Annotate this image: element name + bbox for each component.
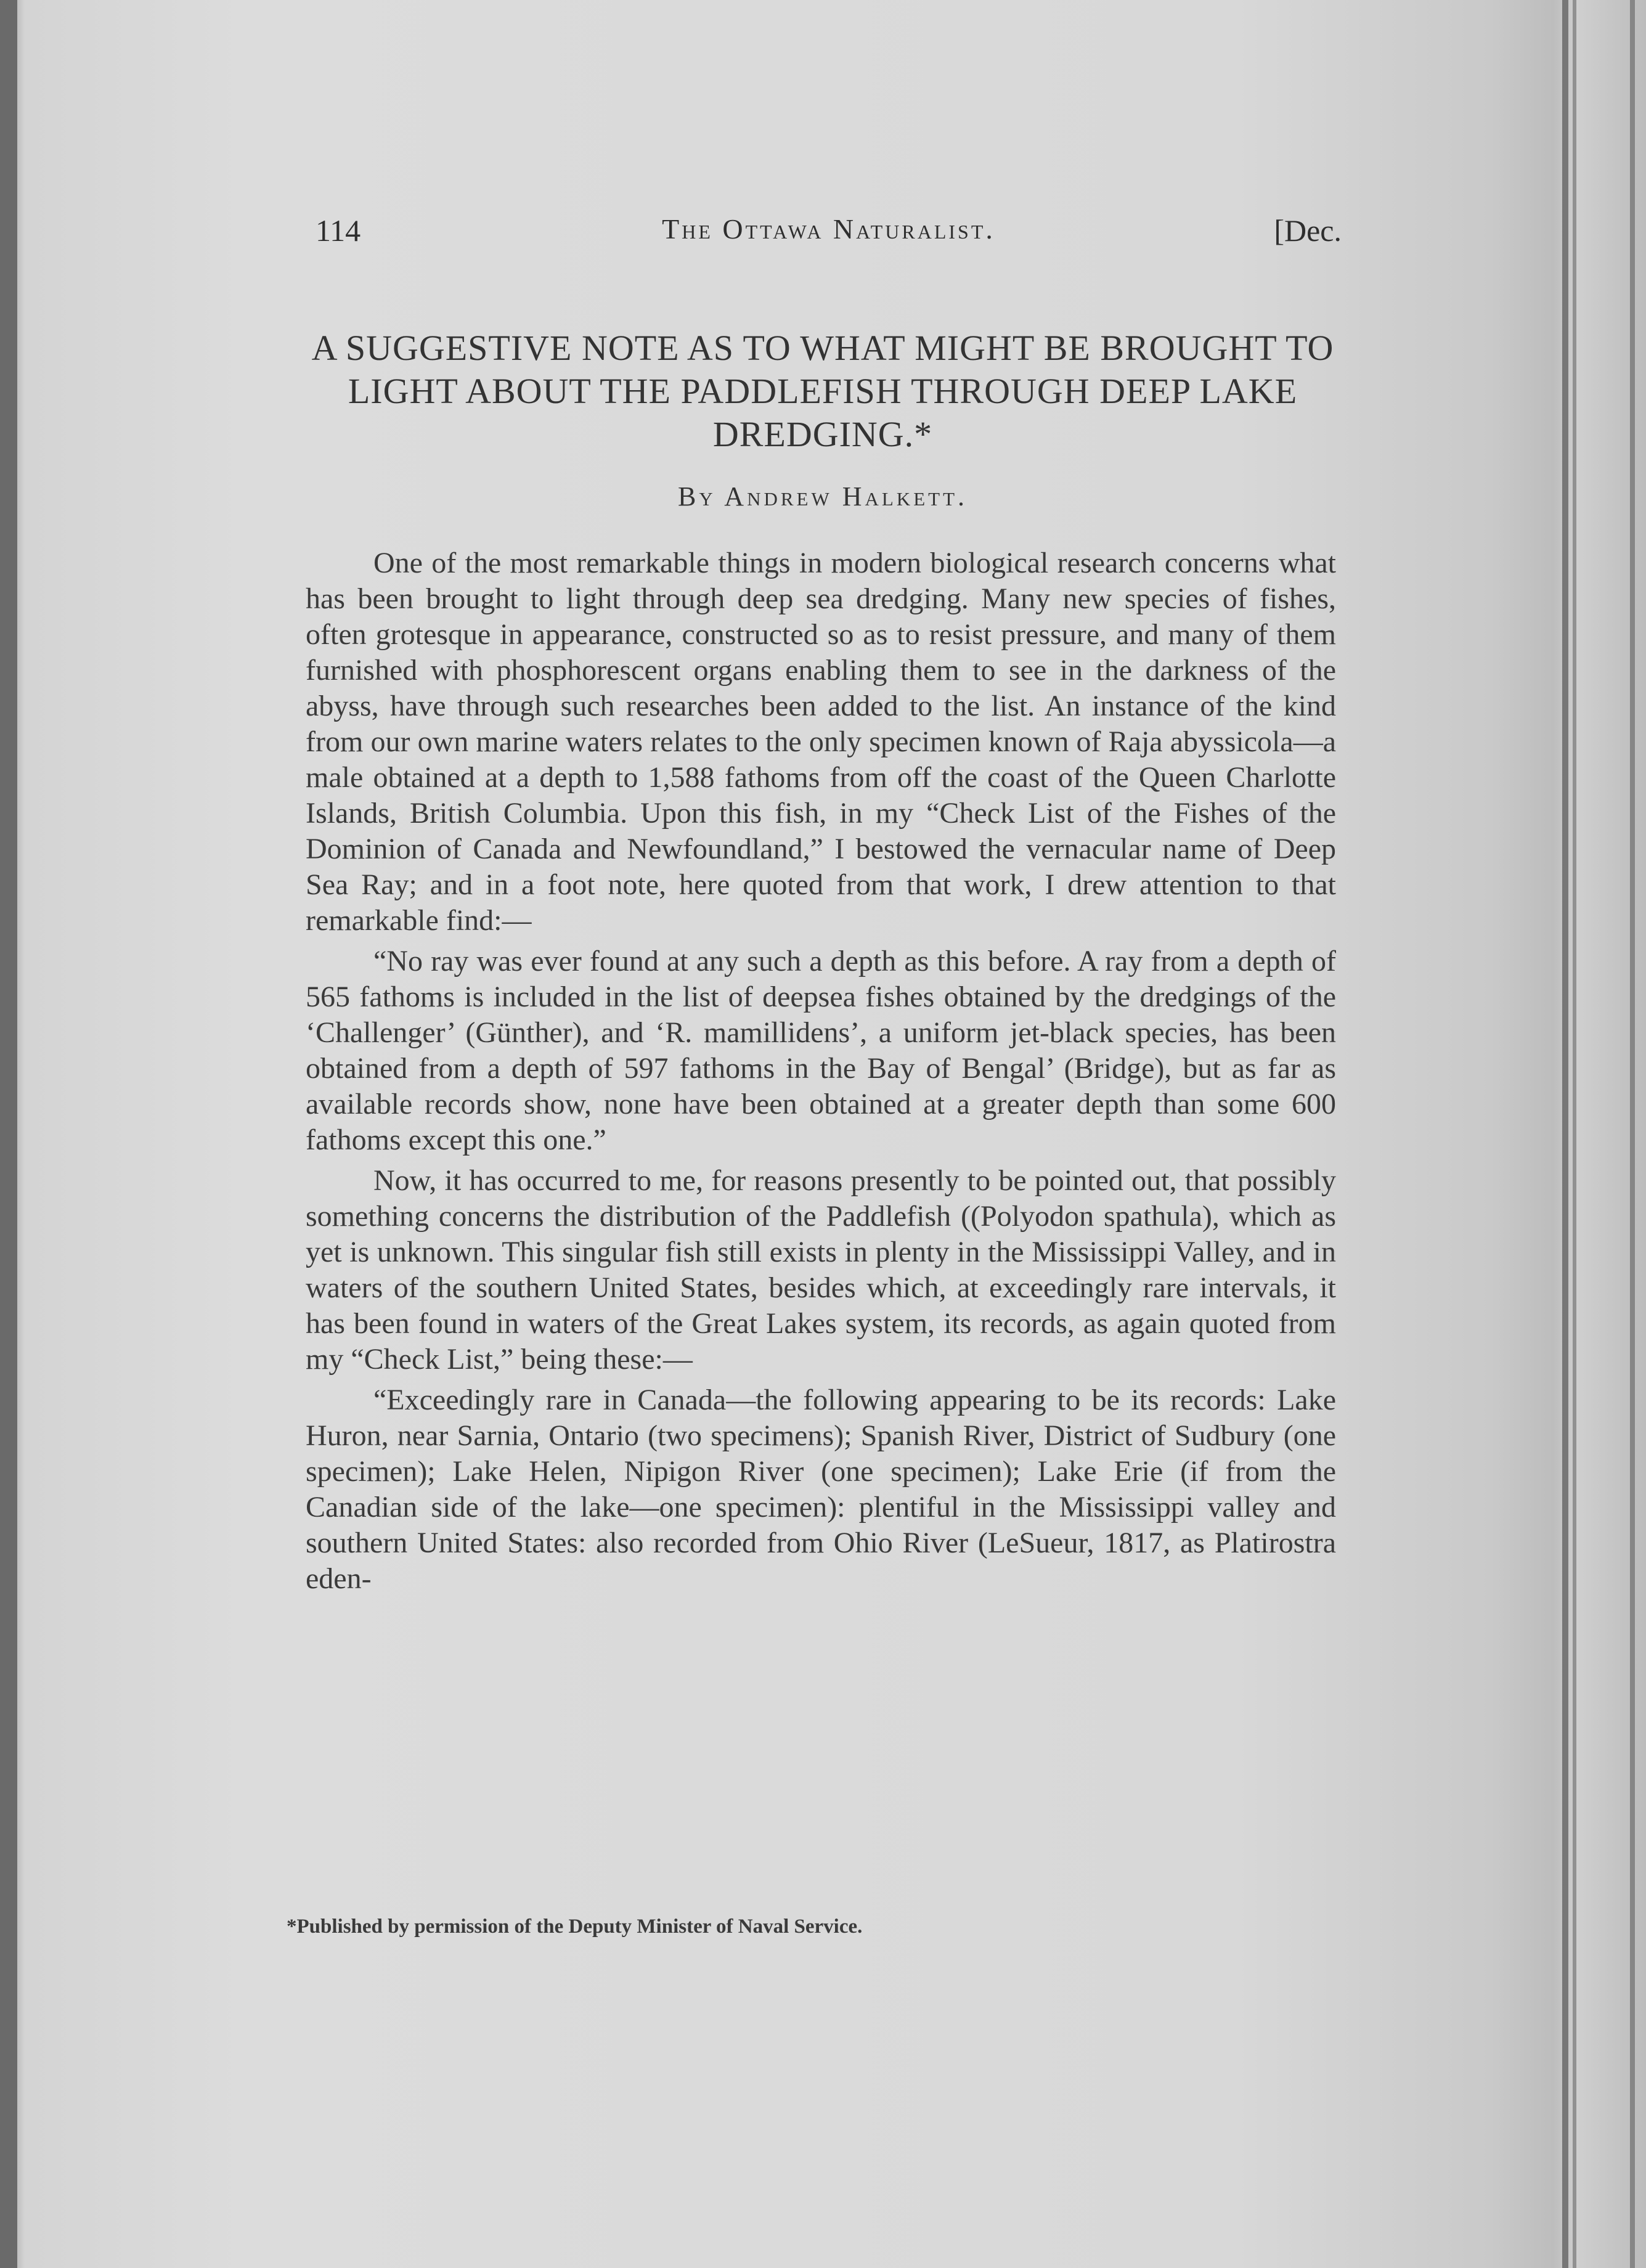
footnote: *Published by permission of the Deputy Minister of Naval Service. — [287, 1915, 863, 1938]
page-left-edge — [0, 0, 17, 2268]
article-body — [306, 545, 1336, 1602]
binding-shadow — [1573, 0, 1576, 2268]
paragraph: One of the most remarkable things in modern biological research concerns what has been brought to light through deep sea dredging. Many new species of fishes, often grotesque in appearance, constructed so as to resist pressure, and many of them furnished with phosphorescent organs enabling them to see in the darkness of the abyss, have through such researches been added to the list. An instance of the kind from our own marine waters relates to the only specimen known of Raja abyssicola—a male obtained at a depth to 1,588 fathoms from off the coast of the Queen Charlotte Islands, British Columbia. Upon this fish, in my “Check List of the Fishes of the Dominion of Canada and Newfoundland,” I bestowed the vernacular name of Deep Sea Ray; and in a foot note, here quoted from that work, I drew attention to that remarkable find:— — [306, 547, 1336, 937]
running-header — [316, 213, 1342, 262]
block-quote: “Exceedingly rare in Canada—the following appearing to be its records: Lake Huron, near Sarnia, Ontario (two specimens); Spanish River, District of Sudbury (one specimen); Lake Helen, Nipigon River (one specimen); Lake Erie (if from the Canadian side of the lake—one specimen): plentiful in the Mississippi valley and southern United States: also recorded from Ohio River (LeSueur, 1817, as Platirostra eden- — [306, 1384, 1336, 1595]
author-byline: By Andrew Halkett. — [677, 481, 968, 512]
article-title: A SUGGESTIVE NOTE AS TO WHAT MIGHT BE BROUGHT TO LIGHT ABOUT THE PADDLEFISH THROUGH DEEP LAKE DREDGING.* — [311, 328, 1334, 454]
page-number: 114 — [316, 213, 361, 248]
paragraph: Now, it has occurred to me, for reasons presently to be pointed out, that possibly something concerns the distribution of the Paddlefish ((Polyodon spathula), which as yet is unknown. This singular fish still exists in plenty in the Mississippi Valley, and in waters of the southern United States, besides which, at exceedingly rare intervals, it has been found in waters of the Great Lakes system, its records, as again quoted from my “Check List,” being these:— — [306, 1164, 1336, 1376]
binding-shadow — [1630, 0, 1635, 2268]
block-quote: “No ray was ever found at any such a depth as this before. A ray from a depth of 565 fathoms is included in the list of deepsea fishes obtained by the dredgings of the ‘Challenger’ (Günther), and ‘R. mamillidens’, a uniform jet-black species, has been obtained from a depth of 597 fathoms in the Bay of Bengal’ (Bridge), but as far as available records show, none have been obtained at a greater depth than some 600 fathoms except this one.” — [306, 945, 1336, 1156]
binding-shadow — [1562, 0, 1568, 2268]
journal-title: The Ottawa Naturalist. — [662, 213, 995, 245]
issue-month: [Dec. — [1274, 213, 1342, 248]
